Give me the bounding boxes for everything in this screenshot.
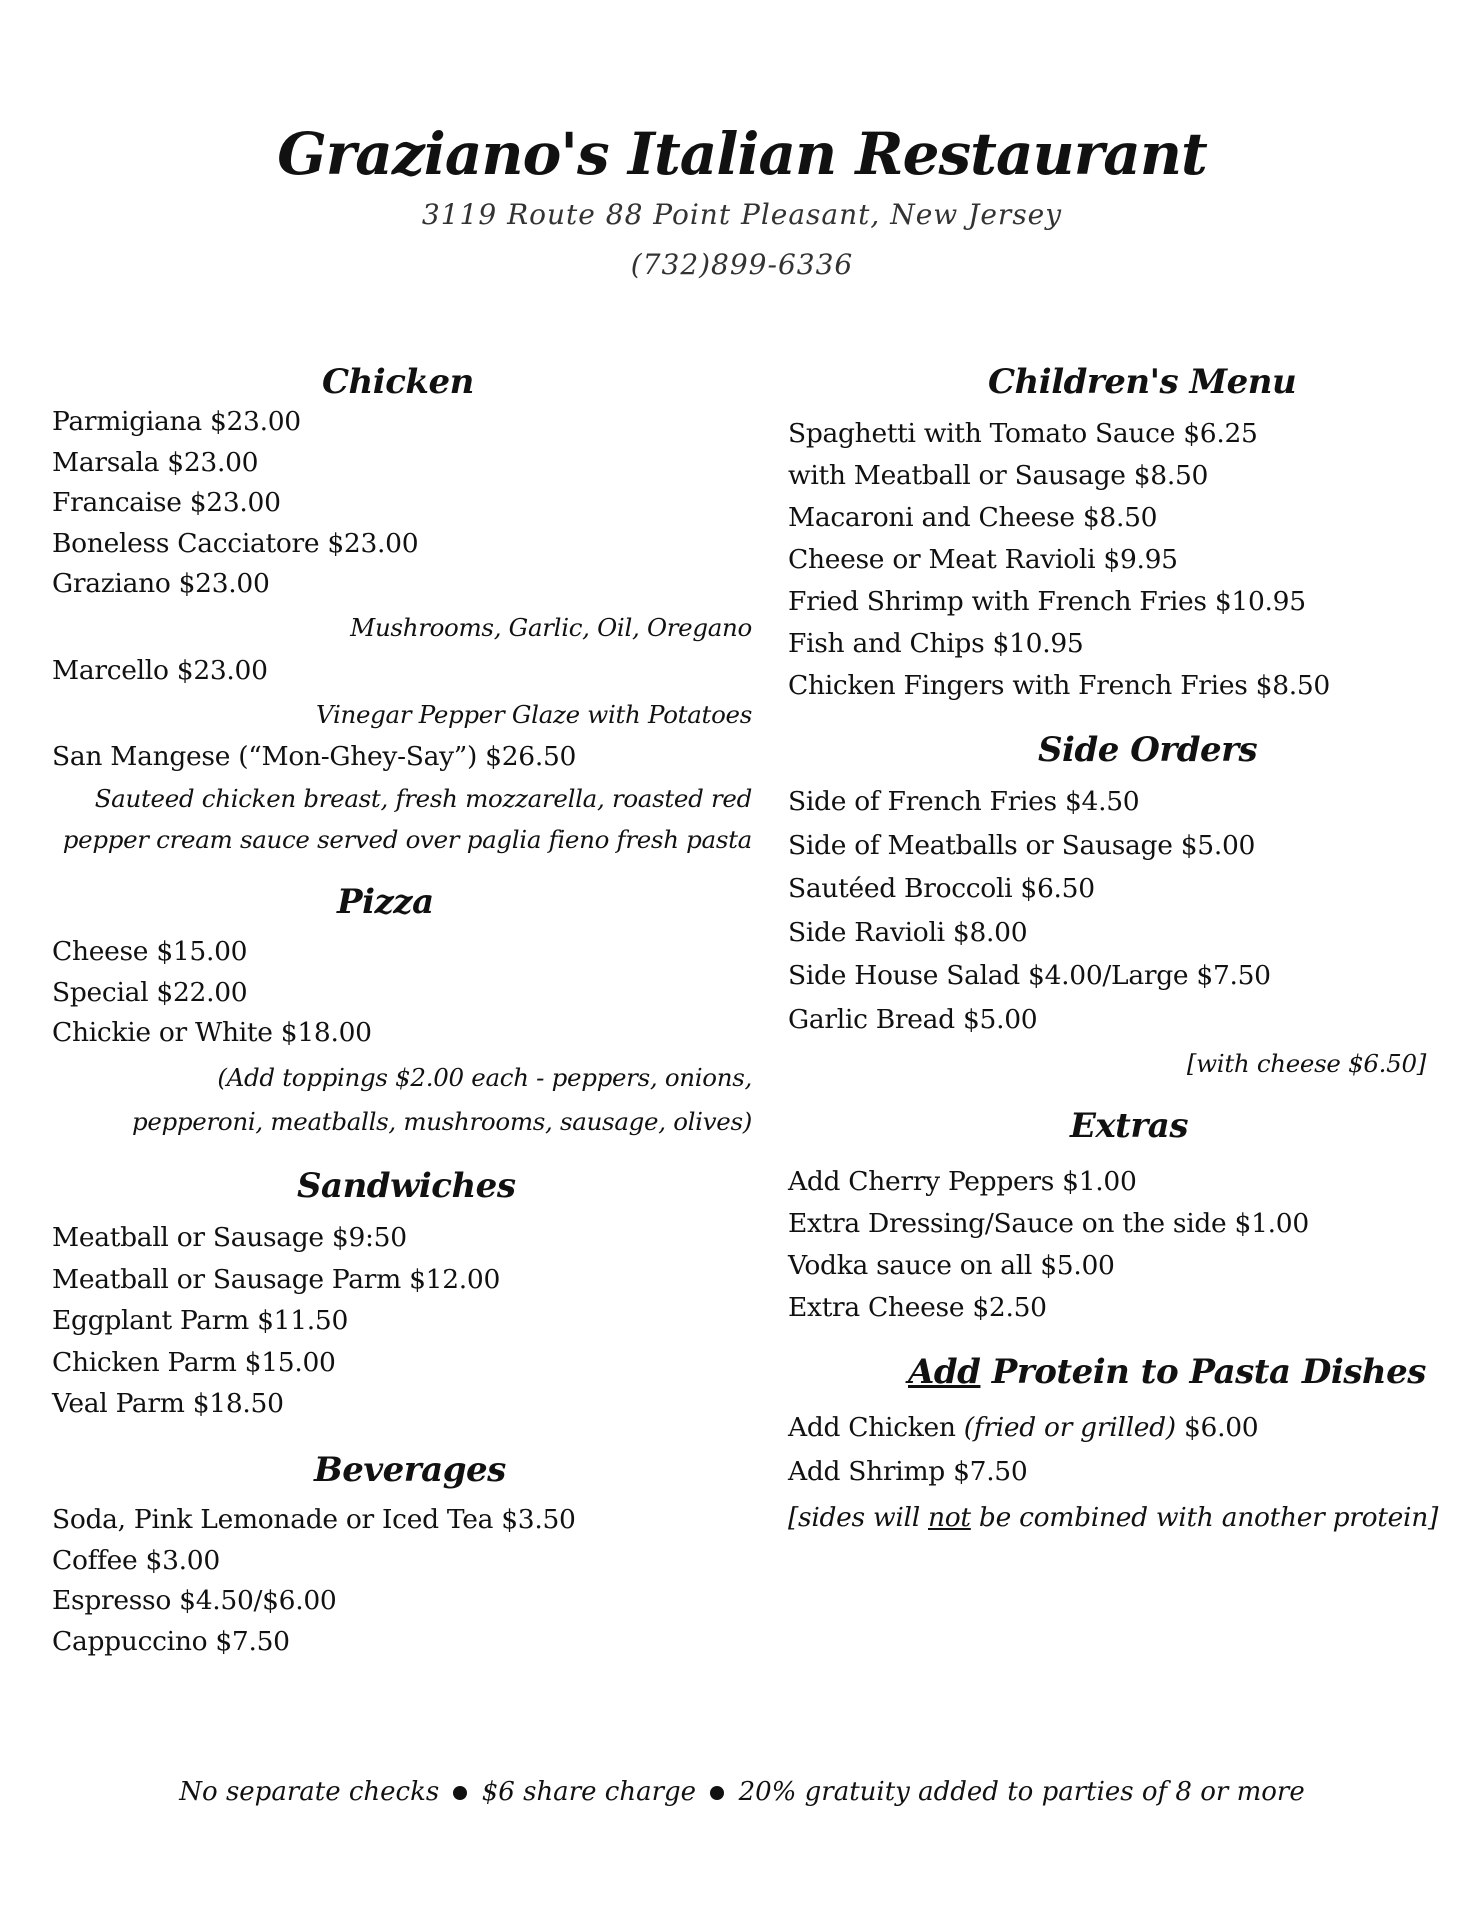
section-title-beverages: Beverages xyxy=(314,1450,506,1490)
title-rest: Protein to Pasta Dishes xyxy=(980,1352,1426,1392)
menu-item: Cappuccino $7.50 xyxy=(52,1626,290,1657)
section-title-side-orders: Side Orders xyxy=(1038,730,1258,770)
menu-item: Spaghetti with Tomato Sauce $6.25 xyxy=(788,418,1258,449)
section-title-childrens-menu: Children's Menu xyxy=(988,362,1297,402)
footer-share-charge: $6 share charge xyxy=(481,1777,697,1807)
menu-item: Meatball or Sausage Parm $12.00 xyxy=(52,1264,501,1295)
menu-item: with Meatball or Sausage $8.50 xyxy=(788,460,1209,491)
menu-item: Espresso $4.50/$6.00 xyxy=(52,1585,337,1616)
section-title-chicken: Chicken xyxy=(322,362,474,402)
title-add-word: Add xyxy=(908,1352,981,1392)
menu-item: Graziano $23.00 xyxy=(52,568,270,599)
menu-item: Meatball or Sausage $9:50 xyxy=(52,1222,407,1253)
section-title-extras: Extras xyxy=(1070,1106,1188,1146)
menu-item: Garlic Bread $5.00 xyxy=(788,1004,1038,1035)
protein-chicken-price: $6.00 xyxy=(1175,1412,1259,1443)
item-description: Sauteed chicken breast, fresh mozzarella, roasted red xyxy=(94,784,752,813)
item-description: pepper cream sauce served over paglia fieno fresh pasta xyxy=(62,825,752,854)
menu-item: Macaroni and Cheese $8.50 xyxy=(788,502,1158,533)
menu-item: Fish and Chips $10.95 xyxy=(788,628,1084,659)
item-description: Vinegar Pepper Glaze with Potatoes xyxy=(315,700,752,729)
menu-item: Cheese $15.00 xyxy=(52,936,248,967)
menu-item: Cheese or Meat Ravioli $9.95 xyxy=(788,544,1178,575)
menu-item: Soda, Pink Lemonade or Iced Tea $3.50 xyxy=(52,1504,576,1535)
restaurant-address: 3119 Route 88 Point Pleasant, New Jersey xyxy=(421,198,1063,231)
menu-item: Side of Meatballs or Sausage $5.00 xyxy=(788,830,1256,861)
menu-item: San Mangese (“Mon-Ghey-Say”) $26.50 xyxy=(52,741,577,772)
menu-item: Add Cherry Peppers $1.00 xyxy=(788,1166,1137,1197)
menu-footer xyxy=(0,1772,1484,1812)
footer-no-separate-checks: No separate checks xyxy=(179,1777,440,1807)
footer-gratuity: 20% gratuity added to parties of 8 or more xyxy=(738,1777,1305,1807)
menu-item: Boneless Cacciatore $23.00 xyxy=(52,528,419,559)
menu-item: Marsala $23.00 xyxy=(52,447,259,478)
section-title-add-protein xyxy=(908,1350,1426,1394)
menu-item: Eggplant Parm $11.50 xyxy=(52,1305,349,1336)
menu-item: Add Shrimp $7.50 xyxy=(788,1456,1028,1487)
restaurant-name: Graziano's Italian Restaurant xyxy=(277,120,1207,188)
menu-item: Extra Dressing/Sauce on the side $1.00 xyxy=(788,1208,1309,1239)
menu-item: Parmigiana $23.00 xyxy=(52,406,301,437)
menu-item: Fried Shrimp with French Fries $10.95 xyxy=(788,586,1306,617)
protein-chicken-detail: (fried or grilled) xyxy=(963,1412,1176,1443)
menu-item: Chicken Parm $15.00 xyxy=(52,1347,336,1378)
bullet-icon xyxy=(453,1786,467,1800)
restaurant-phone: (732)899-6336 xyxy=(630,248,854,281)
menu-header xyxy=(0,118,1484,290)
menu-item: Special $22.00 xyxy=(52,977,248,1008)
bullet-icon xyxy=(710,1786,724,1800)
protein-note-start: [sides will xyxy=(788,1502,929,1533)
protein-chicken-prefix: Add Chicken xyxy=(788,1412,964,1443)
protein-note-not: not xyxy=(928,1502,971,1533)
menu-item: Coffee $3.00 xyxy=(52,1545,220,1576)
item-description: (Add toppings $2.00 each - peppers, onions, xyxy=(217,1063,752,1092)
menu-item: Chickie or White $18.00 xyxy=(52,1017,372,1048)
menu-item: Side House Salad $4.00/Large $7.50 xyxy=(788,960,1271,991)
section-title-sandwiches: Sandwiches xyxy=(297,1166,516,1206)
protein-note xyxy=(788,1500,1438,1536)
menu-item: Extra Cheese $2.50 xyxy=(788,1292,1047,1323)
menu-item: Chicken Fingers with French Fries $8.50 xyxy=(788,670,1330,701)
menu-item: Vodka sauce on all $5.00 xyxy=(788,1250,1115,1281)
menu-item: Side Ravioli $8.00 xyxy=(788,917,1028,948)
menu-item: Marcello $23.00 xyxy=(52,655,268,686)
menu-item: Sautéed Broccoli $6.50 xyxy=(788,873,1095,904)
menu-item: Side of French Fries $4.50 xyxy=(788,786,1140,817)
item-description: Mushrooms, Garlic, Oil, Oregano xyxy=(350,613,752,642)
item-description: pepperoni, meatballs, mushrooms, sausage, olives) xyxy=(131,1107,752,1136)
protein-note-end: be combined with another protein] xyxy=(970,1502,1438,1533)
menu-item xyxy=(788,1410,1258,1446)
section-title-pizza: Pizza xyxy=(337,882,434,922)
item-description: [with cheese $6.50] xyxy=(1186,1049,1426,1078)
menu-item: Francaise $23.00 xyxy=(52,487,281,518)
menu-item: Veal Parm $18.50 xyxy=(52,1388,284,1419)
